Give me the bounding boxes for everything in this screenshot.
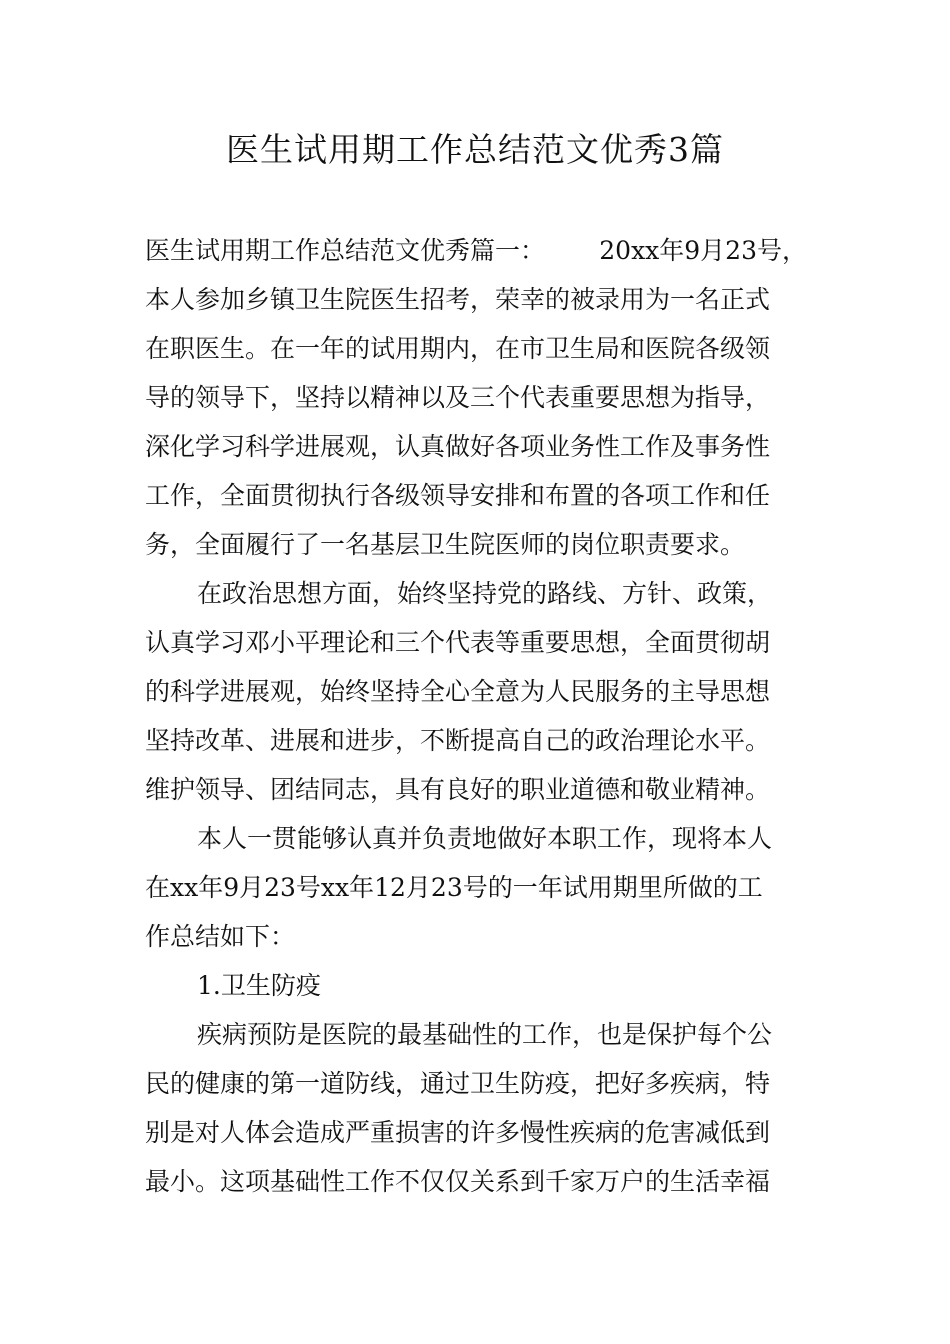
paragraph-line: 导的领导下，坚持以精神以及三个代表重要思想为指导， xyxy=(145,383,771,412)
paragraph-line: 的科学进展观，始终坚持全心全意为人民服务的主导思想 xyxy=(145,677,771,706)
paragraph-line: 深化学习科学进展观，认真做好各项业务性工作及事务性 xyxy=(145,432,771,461)
paragraph-line: 在xx年9月23号xx年12月23号的一年试用期里所做的工 xyxy=(145,873,763,902)
paragraph-line: 别是对人体会造成严重损害的许多慢性疾病的危害减低到 xyxy=(145,1118,771,1147)
paragraph-line: 认真学习邓小平理论和三个代表等重要思想，全面贯彻胡 xyxy=(145,628,771,657)
paragraph-line xyxy=(145,226,807,275)
paragraph-line: 本人参加乡镇卫生院医生招考，荣幸的被录用为一名正式 xyxy=(145,285,771,314)
document-body xyxy=(145,226,807,1206)
subsection-heading: 1.卫生防疫 xyxy=(197,971,321,1000)
paragraph-line: 务，全面履行了一名基层卫生院医师的岗位职责要求。 xyxy=(145,530,746,559)
paragraph-line: 在政治思想方面，始终坚持党的路线、方针、政策， xyxy=(197,579,773,608)
paragraph-line: 在职医生。在一年的试用期内，在市卫生局和医院各级领 xyxy=(145,334,771,363)
paragraph-line: 坚持改革、进展和进步，不断提高自己的政治理论水平。 xyxy=(145,726,771,755)
paragraph-line: 疾病预防是医院的最基础性的工作，也是保护每个公 xyxy=(197,1020,773,1049)
date-text: 20xx年9月23号， xyxy=(599,236,807,265)
paragraph-line: 工作，全面贯彻执行各级领导安排和布置的各项工作和任 xyxy=(145,481,771,510)
document-title: 医生试用期工作总结范文优秀3篇 xyxy=(226,130,724,169)
paragraph-line: 民的健康的第一道防线，通过卫生防疫，把好多疾病，特 xyxy=(145,1069,771,1098)
paragraph-line: 本人一贯能够认真并负责地做好本职工作，现将本人 xyxy=(197,824,773,853)
section-heading: 医生试用期工作总结范文优秀篇一： xyxy=(145,236,546,265)
paragraph-line: 作总结如下： xyxy=(145,922,296,951)
paragraph-line: 最小。这项基础性工作不仅仅关系到千家万户的生活幸福 xyxy=(145,1167,771,1196)
paragraph-line: 维护领导、团结同志，具有良好的职业道德和敬业精神。 xyxy=(145,775,771,804)
